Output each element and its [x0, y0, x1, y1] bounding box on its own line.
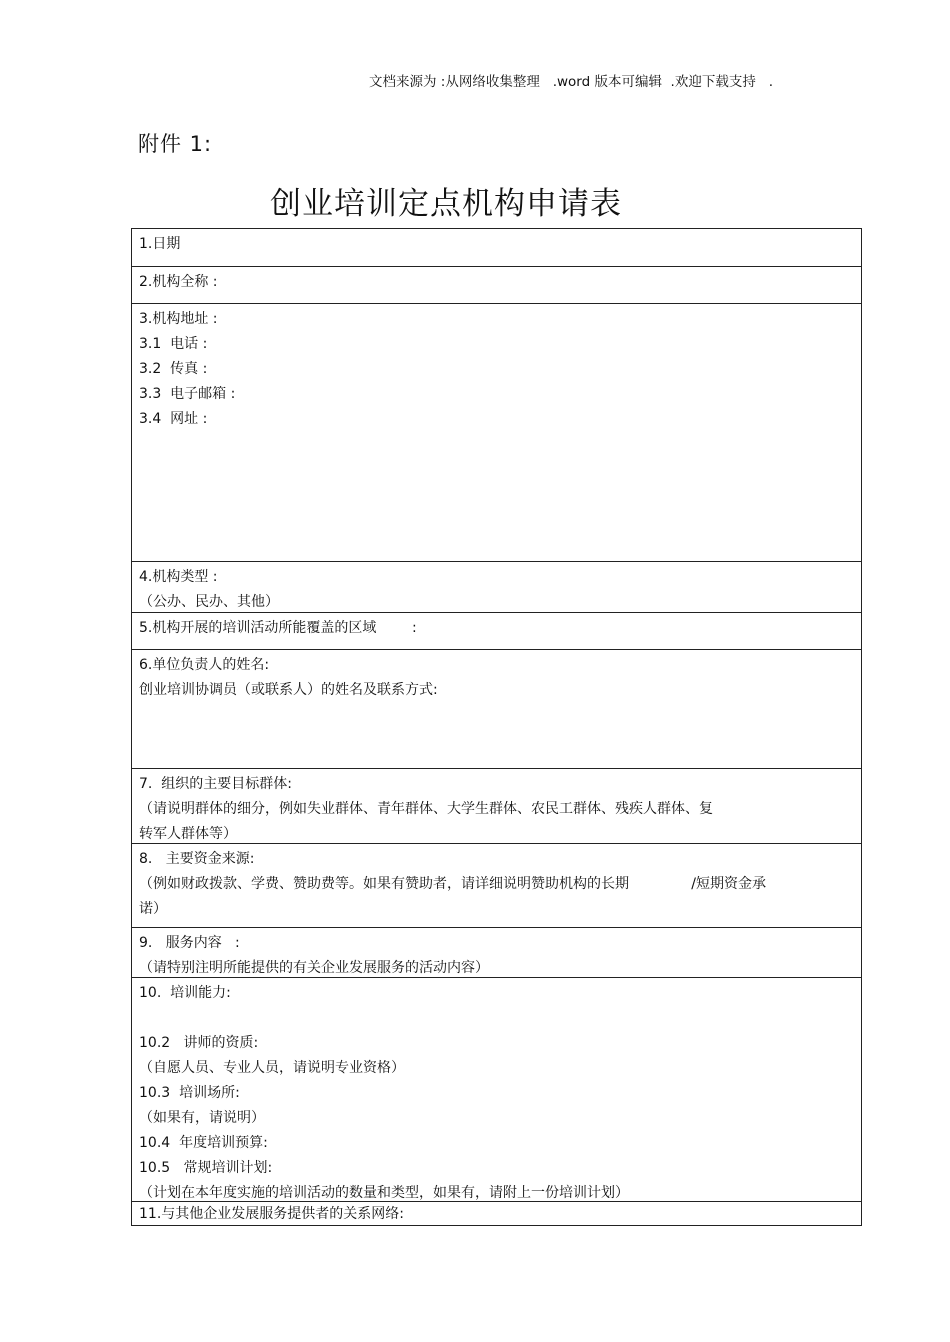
form-row-funding[interactable] [132, 843, 861, 927]
email-label: 3.3 电子邮箱 : [139, 386, 236, 402]
fax-label: 3.2 传真 : [139, 361, 208, 377]
row-hint: （请特别注明所能提供的有关企业发展服务的活动内容） [139, 960, 489, 976]
form-row-coverage[interactable] [132, 612, 861, 649]
form-row-date[interactable] [132, 229, 861, 266]
row-label: 2.机构全称 : [139, 274, 218, 290]
row-hint: （计划在本年度实施的培训活动的数量和类型，如果有，请附上一份培训计划） [139, 1185, 629, 1201]
row-label: 7. 组织的主要目标群体: [139, 776, 292, 792]
row-hint: （请说明群体的细分，例如失业群体、青年群体、大学生群体、农民工群体、残疾人群体、复 [139, 801, 713, 817]
row-label: 9. 服务内容 : [139, 935, 240, 951]
row-label: 8. 主要资金来源: [139, 851, 255, 867]
website-label: 3.4 网址 : [139, 411, 208, 427]
document-title: 创业培训定点机构申请表 [270, 186, 622, 222]
row-label: 5.机构开展的培训活动所能覆盖的区域 : [139, 620, 417, 636]
trainer-qualification-label: 10.2 讲师的资质: [139, 1035, 259, 1051]
row-hint-cont: 转军人群体等） [139, 826, 237, 842]
form-row-address[interactable] [132, 303, 861, 561]
row-hint: （公办、民办、其他） [139, 594, 279, 610]
form-row-type[interactable] [132, 561, 861, 612]
training-venue-label: 10.3 培训场所: [139, 1085, 240, 1101]
row-label: 4.机构类型 : [139, 569, 218, 585]
form-row-target-groups[interactable] [132, 768, 861, 843]
row-hint: （如果有，请说明） [139, 1110, 265, 1126]
form-row-contacts[interactable] [132, 649, 861, 768]
trainer-count-line [139, 1006, 854, 1031]
row-label: 10. 培训能力: [139, 985, 231, 1001]
annual-budget-label: 10.4 年度培训预算: [139, 1135, 268, 1151]
row-hint: （例如财政拨款、学费、赞助费等。如果有赞助者，请详细说明赞助机构的长期 /短期资金承 [139, 876, 767, 892]
form-row-training-capacity[interactable] [132, 977, 861, 1201]
row-sublabel: 创业培训协调员（或联系人）的姓名及联系方式: [139, 682, 438, 698]
row-label: 3.机构地址 : [139, 311, 218, 327]
attachment-label: 附件 1: [138, 132, 213, 156]
application-form-table [131, 228, 862, 1226]
row-hint: （自愿人员、专业人员，请说明专业资格） [139, 1060, 405, 1076]
row-label: 6.单位负责人的姓名: [139, 657, 270, 673]
row-hint-cont: 诺） [139, 901, 167, 917]
form-row-services[interactable] [132, 927, 861, 977]
regular-plan-label: 10.5 常规培训计划: [139, 1160, 273, 1176]
header-note: 文档来源为 :从网络收集整理 .word 版本可编辑 .欢迎下载支持 . [369, 74, 774, 90]
form-row-full-name[interactable] [132, 266, 861, 303]
row-label: 11.与其他企业发展服务提供者的关系网络: [139, 1206, 404, 1222]
phone-label: 3.1 电话 : [139, 336, 208, 352]
row-label: 1.日期 [139, 236, 181, 252]
